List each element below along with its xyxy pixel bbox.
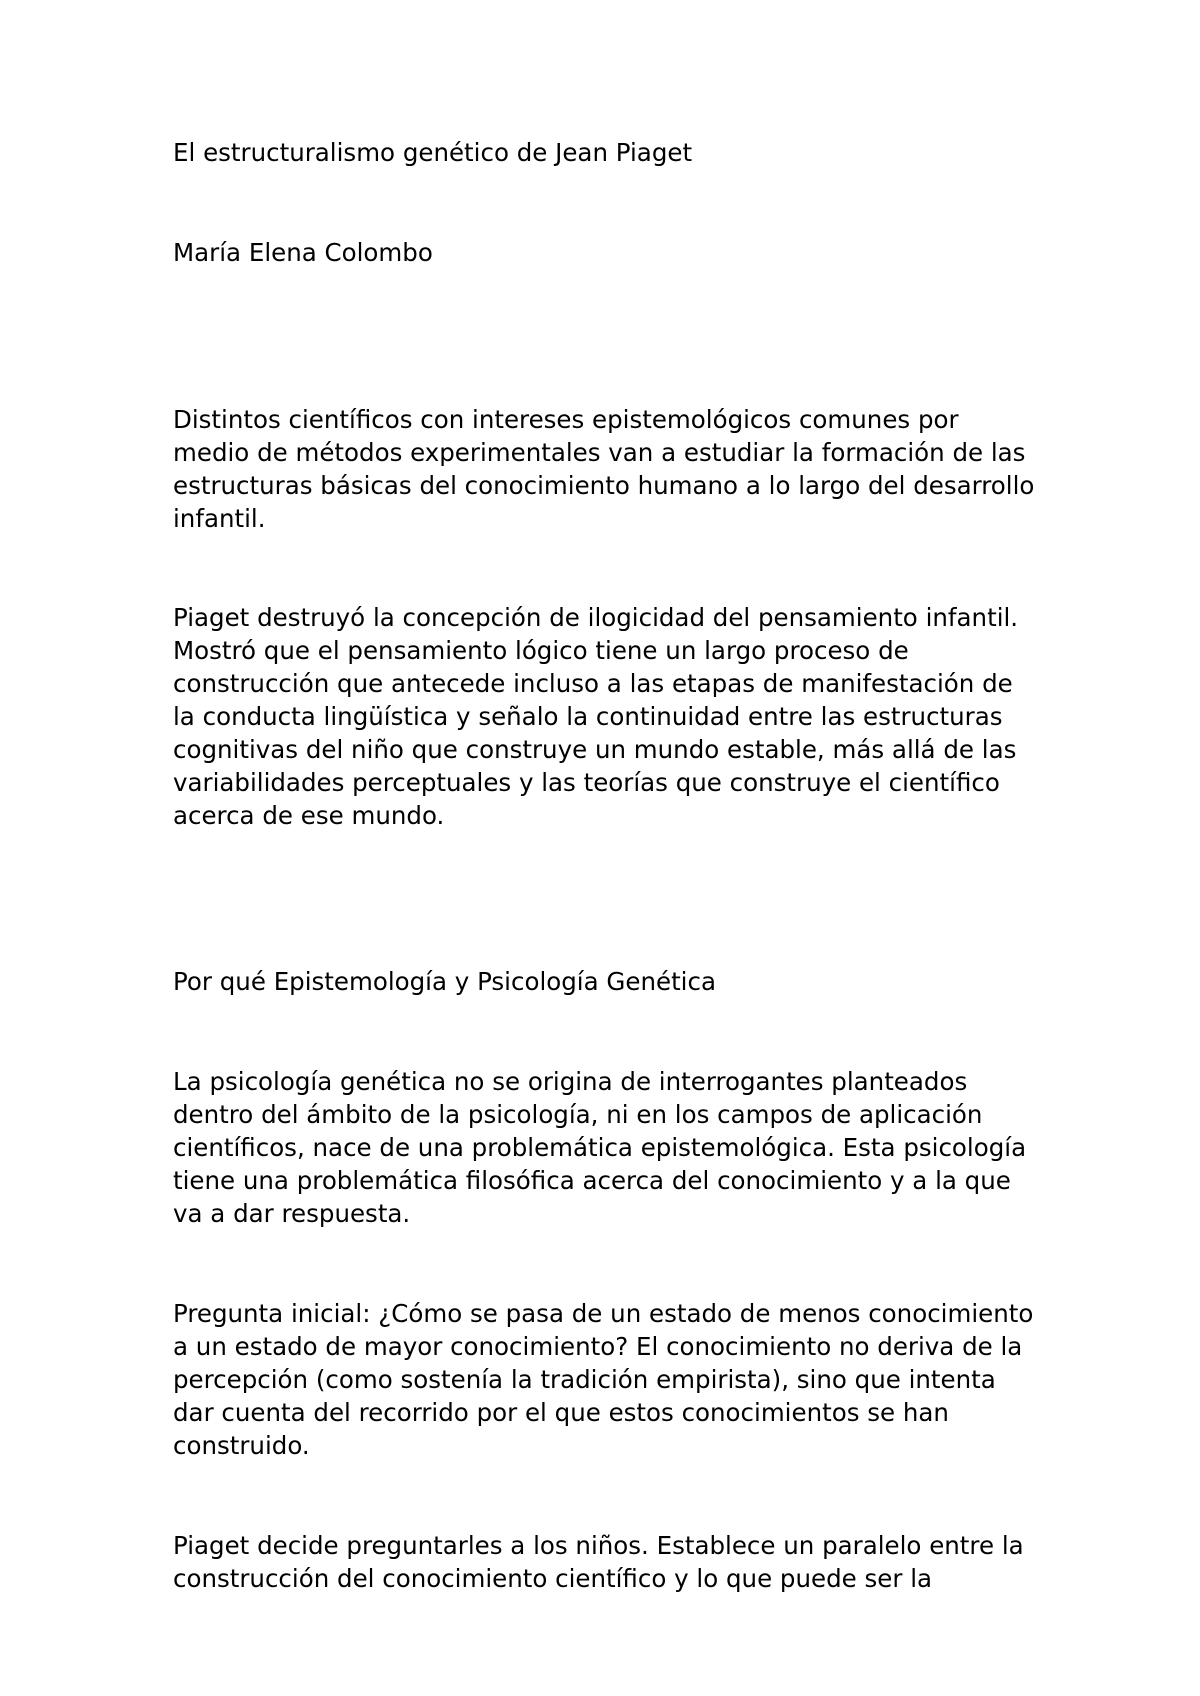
paragraph-intro: Distintos científicos con intereses epistemológicos comunes por medio de métodos experimentales van a estudiar la formación de las estructuras básicas del conocimiento humano a lo largo del desarrollo infantil. [173,405,1035,533]
paragraph-initial-question: Pregunta inicial: ¿Cómo se pasa de un estado de menos conocimiento a un estado de mayor conocimiento? El conocimiento no deriva de la percepción (como sostenía la tradición empirista), sino que intenta dar cuenta del recorrido por el que estos conocimientos se han construido. [173,1299,1034,1460]
section-heading: Por qué Epistemología y Psicología Genética [173,967,716,996]
text-column [173,136,1053,1595]
paragraph-genetic-psychology: La psicología genética no se origina de interrogantes planteados dentro del ámbito de la psicología, ni en los campos de aplicación científicos, nace de una problemática epistemológica. Esta psicología tiene una problemática filosófica acerca del conocimiento y a la que va a dar respuesta. [173,1067,1027,1228]
paragraph-children: Piaget decide preguntarles a los niños. Establece un paralelo entre la construcción del conocimiento científico y lo que puede ser la [173,1531,1024,1593]
document-title: El estructuralismo genético de Jean Piaget [173,138,693,167]
document-author: María Elena Colombo [173,238,433,267]
paragraph-piaget-logic: Piaget destruyó la concepción de ilogicidad del pensamiento infantil. Mostró que el pensamiento lógico tiene un largo proceso de construcción que antecede incluso a las etapas de manifestación de la conducta lingüística y señalo la continuidad entre las estructuras cognitivas del niño que construye un mundo estable, más allá de las variabilidades perceptuales y las teorías que construye el científico acerca de ese mundo. [173,603,1019,830]
